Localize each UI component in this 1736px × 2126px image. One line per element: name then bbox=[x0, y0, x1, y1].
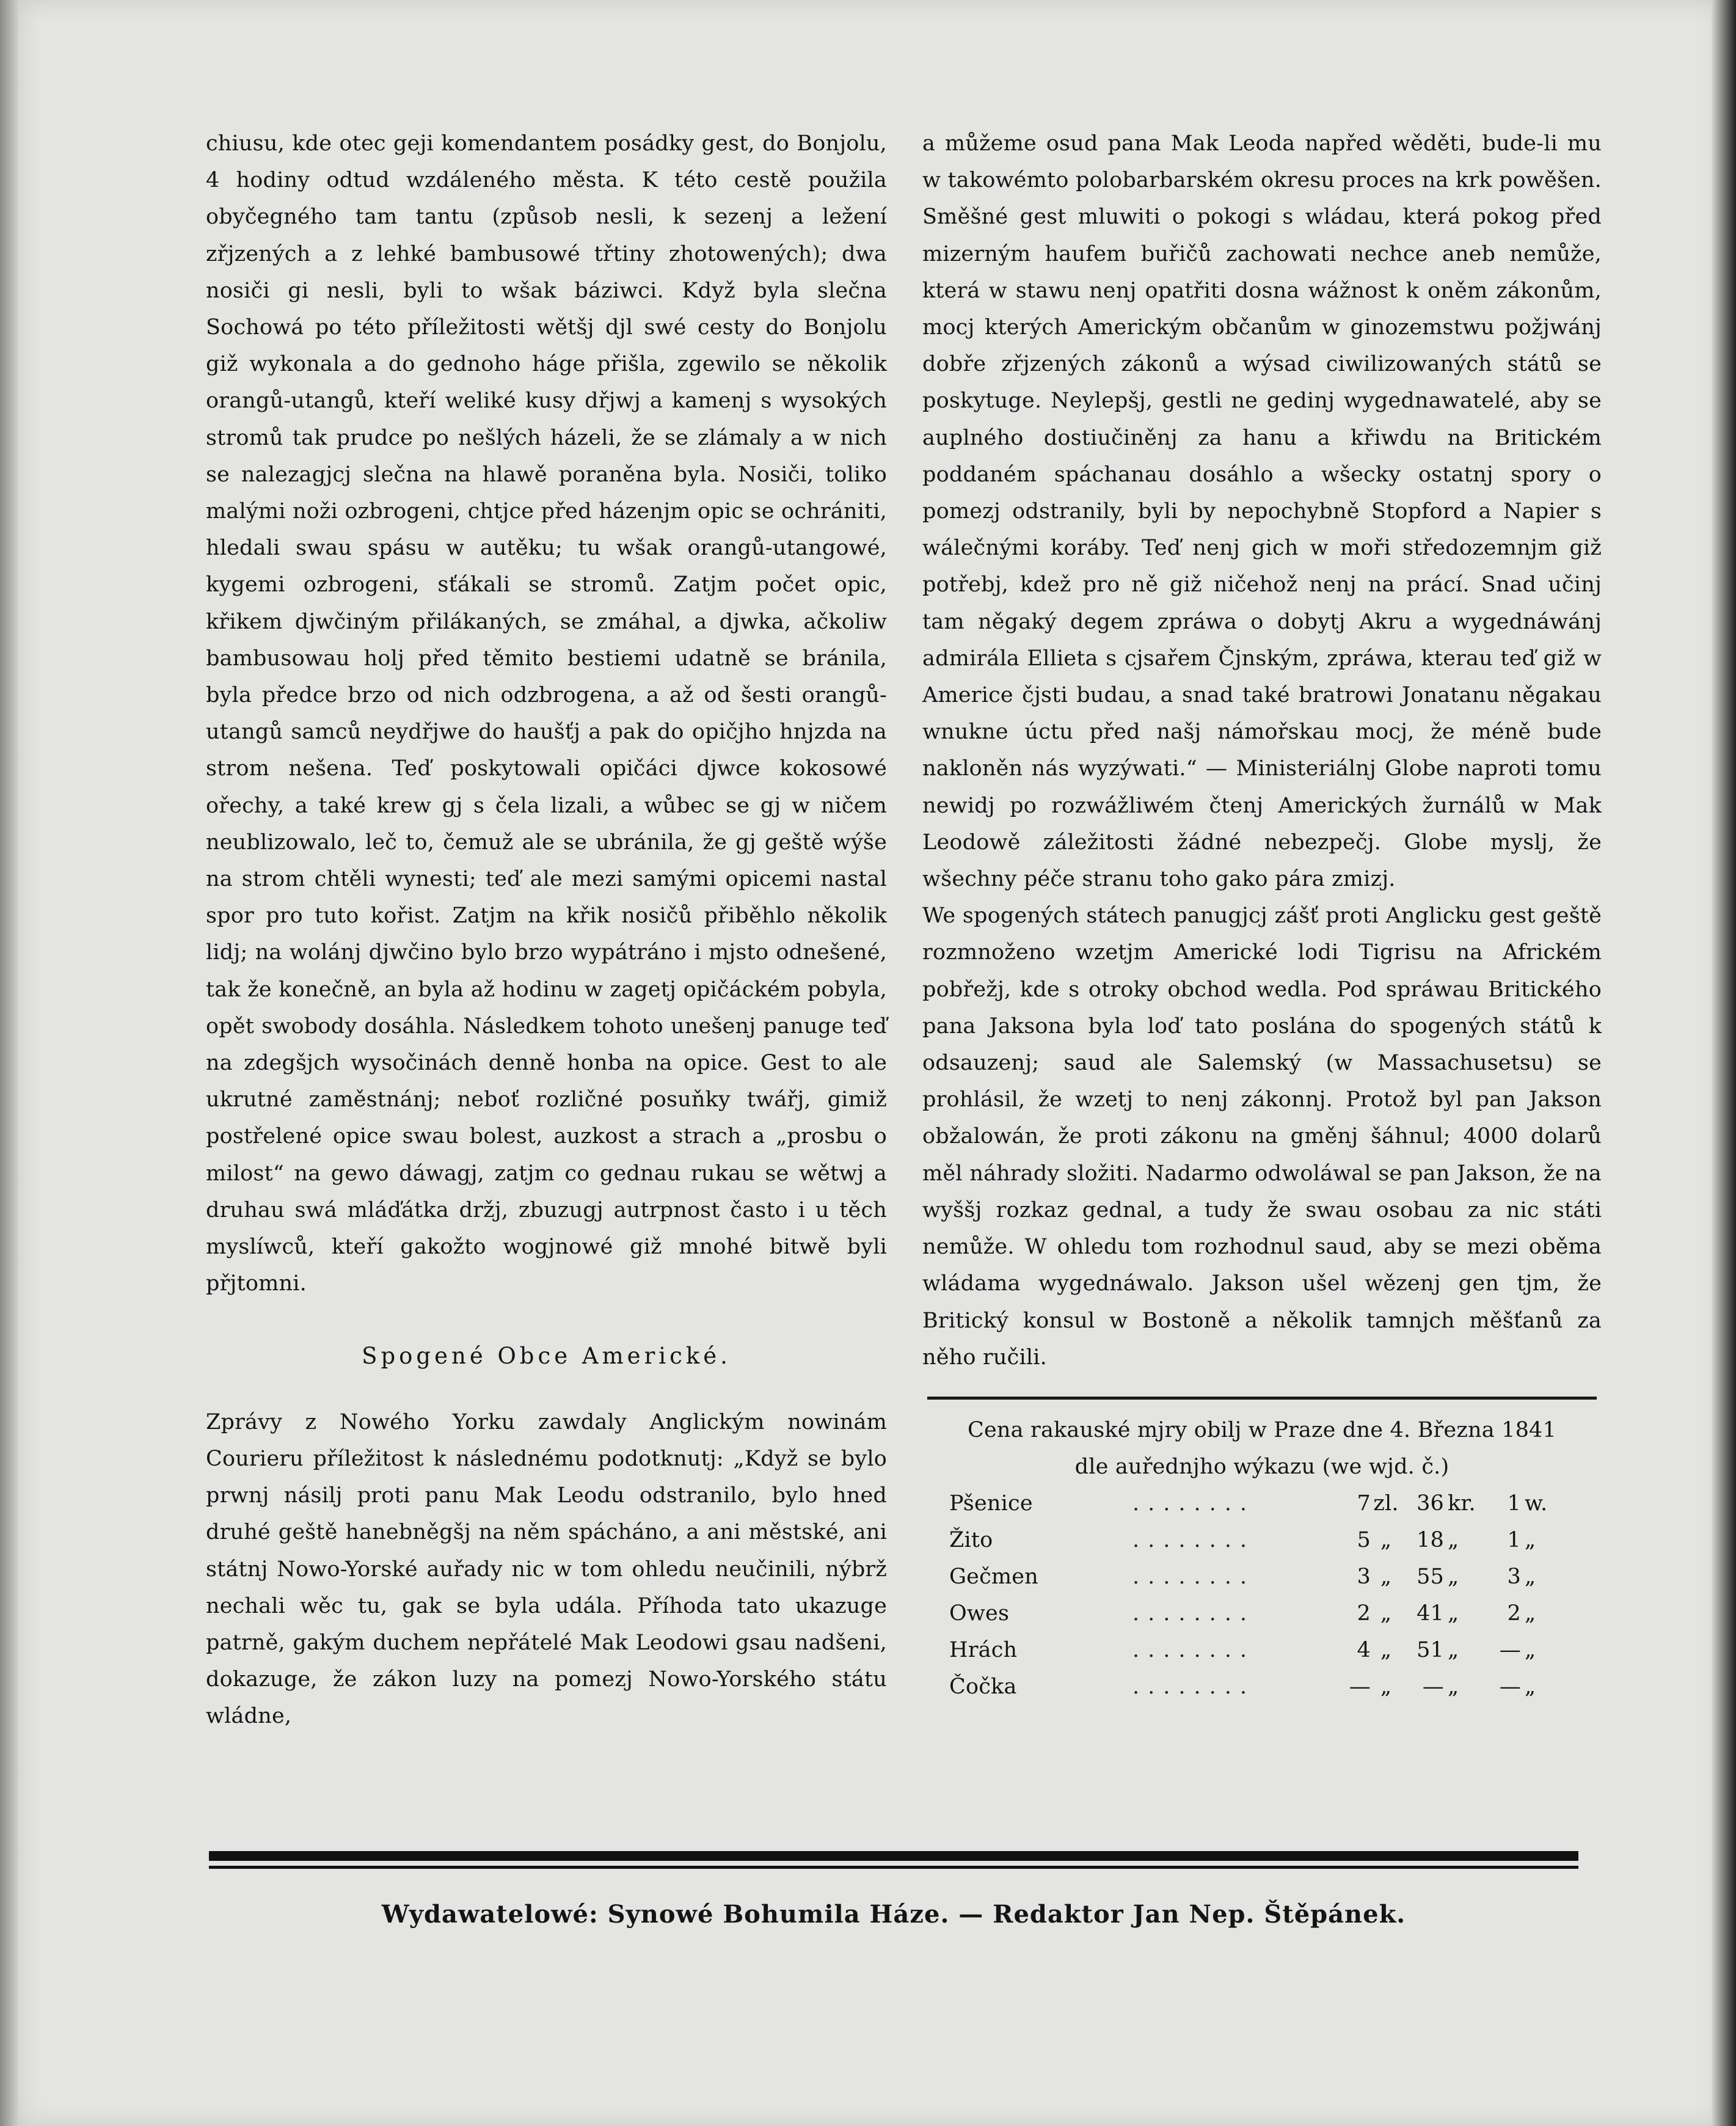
price-zl: 3 bbox=[1357, 1564, 1371, 1589]
price-den-unit: „ bbox=[1525, 1674, 1536, 1699]
page-binding-shadow bbox=[0, 0, 18, 2126]
price-den: — bbox=[1499, 1637, 1521, 1662]
right-column bbox=[922, 125, 1602, 1705]
grain-name: Owes bbox=[949, 1601, 1010, 1626]
price-kr: 55 bbox=[1417, 1564, 1444, 1589]
price-kr: — bbox=[1422, 1674, 1444, 1699]
price-row bbox=[949, 1632, 1597, 1668]
grain-name: Žito bbox=[949, 1527, 993, 1552]
price-zl: 5 bbox=[1357, 1527, 1371, 1552]
price-row bbox=[949, 1558, 1597, 1595]
price-den-unit: „ bbox=[1525, 1564, 1536, 1589]
price-list-title: Cena rakauské mjry obilj w Praze dne 4. Března 1841 bbox=[968, 1417, 1556, 1442]
column-divider-rule bbox=[927, 1397, 1597, 1400]
leader-dots: ........ bbox=[1132, 1491, 1256, 1516]
price-kr: 18 bbox=[1417, 1527, 1444, 1552]
article-paragraph-tigris: We spogených státech panugjcj zášť proti Anglicku gest geště rozmnoženo wzetjm Americké lodi Tigrisu na Africkém pobřežj, kde s otroky obchod wedla. Pod spráwau Britického pana Jaksona byla loď tato poslána do spogených států k odsauzenj; saud ale Salemský (w Massachusetsu) se prohlásil, že wzetj to nenj zákonnj. Protož byl pan Jakson obžalowán, že proti zákonu na gměnj šáhnul; 4000 dolarů měl náhrady složiti. Nadarmo odwoláwal se pan Jakson, že na wyššj rozkaz gednal, a tudy že swau osobau za nic státi nemůže. W ohledu tom rozhodnul saud, aby se mezi oběma wládama wygednáwalo. Jakson ušel wězenj gen tjm, že Britický konsul w Bostoně a několik tamnjch měšťanů za něho ručili. bbox=[922, 904, 1602, 1370]
page-right-edge bbox=[1712, 0, 1736, 2126]
price-den-unit: „ bbox=[1525, 1527, 1536, 1552]
article-paragraph-new-york: Zprávy z Nowého Yorku zawdaly Anglickým nowinám Courieru příležitost k následnému podotknutj: „Když se bylo prwnj násilj proti panu Mak Leodu odstranilo, bylo hned druhé geště hanebněgšj na něm spácháno, a ani městské, ani státnj Nowo-Yorské auřady nic w tom ohledu neučinili, nýbrž nechali wěc tu, gak se byla udála. Příhoda tato ukazuge patrně, gakým duchem nepřátelé Mak Leodowi gsau nadšeni, dokazuge, že zákon luzy na pomezj Nowo-Yorského státu wládne, bbox=[206, 1409, 887, 1729]
price-row bbox=[949, 1522, 1597, 1558]
price-kr-unit: „ bbox=[1448, 1637, 1459, 1662]
footer-rule-thin bbox=[209, 1866, 1578, 1869]
price-zl-unit: „ bbox=[1380, 1564, 1392, 1589]
price-kr: 41 bbox=[1417, 1601, 1444, 1626]
price-den-unit: „ bbox=[1525, 1637, 1536, 1662]
leader-dots: ........ bbox=[1132, 1527, 1256, 1552]
grain-name: Hrách bbox=[949, 1637, 1018, 1662]
price-zl-unit: zl. bbox=[1373, 1491, 1399, 1516]
section-heading: Spogené Obce Americké. bbox=[362, 1342, 731, 1369]
price-den: 1 bbox=[1507, 1491, 1521, 1516]
leader-dots: ........ bbox=[1132, 1637, 1256, 1662]
publisher-imprint: Wydawatelowé: Synowé Bohumila Háze. — Redaktor Jan Nep. Štěpánek. bbox=[381, 1900, 1406, 1929]
price-list-subtitle: dle auřednjho wýkazu (we wjd. č.) bbox=[1074, 1454, 1450, 1479]
left-column bbox=[206, 125, 887, 1735]
price-zl-unit: „ bbox=[1380, 1527, 1392, 1552]
price-row bbox=[949, 1595, 1597, 1632]
price-kr-unit: „ bbox=[1448, 1527, 1459, 1552]
article-paragraph-monkeys: chiusu, kde otec geji komendantem posádky gest, do Bonjolu, 4 hodiny odtud wzdáleného města. K této cestě použila obyčegného tam tantu (způsob nesli, k sezenj a ležení zřjzených a z lehké bambusowé třtiny zhotowených); dwa nosiči gi nesli, byli to wšak báziwci. Když byla slečna Sochowá po této příležitosti wětšj djl swé cesty do Bonjolu giž wykonala a do gednoho háge přišla, zgewilo se několik orangů-utangů, kteří weliké kusy dřjwj a kamenj s wysokých stromů tak prudce po nešlých házeli, že se zlámaly a w nich se nalezagjcj slečna na hlawě poraněna byla. Nosiči, toliko malými noži ozbrogeni, chtjce před házenjm opic se ochrániti, hledali swau spásu w autěku; tu wšak orangů-utangowé, kygemi ozbrogeni, sťákali se stromů. Zatjm počet opic, křikem djwčiným přilákaných, se zmáhal, a djwka, ačkoliw bambusowau holj před těmito bestiemi udatně se bránila, byla předce brzo od nich odzbrogena, a až od šesti orangů-utangů samců neydřjwe do haušťj a pak do opičjho hnjzda na strom nešena. Teď poskytowali opičáci djwce kokosowé ořechy, a také krew gj s čela lizali, a wůbec se gj w ničem neublizowalo, leč to, čemuž ale se ubránila, že gj geště wýše na strom chtěli wynesti; teď ale mezi samými opicemi nastal spor pro tuto kořist. Zatjm na křik nosičů přiběhlo několik lidj; na wolánj djwčino bylo brzo wypátráno i mjsto odnešené, tak že konečně, an byla až hodinu w zagetj opičáckém pobyla, opět swobody dosáhla. Následkem tohoto unešenj panuge teď na zdegšjch wysočinách denně honba na opice. Gest to ale ukrutné zaměstnánj; neboť rozličné posuňky twářj, gimiž postřelené opice swau bolest, auzkost a strach a „prosbu o milost“ na gewo dáwagj, zatjm co gednau rukau se wětwj a druhau swá mláďátka držj, zbuzugj autrpnost často i u těch myslíwců, kteří gakožto wogjnowé giž mnohé bitwě byli přjtomni. bbox=[206, 131, 887, 1296]
price-row bbox=[949, 1668, 1597, 1705]
price-kr-unit: „ bbox=[1448, 1564, 1459, 1589]
price-zl: 2 bbox=[1357, 1601, 1371, 1626]
price-zl: — bbox=[1349, 1674, 1371, 1699]
price-table bbox=[949, 1485, 1597, 1705]
price-zl: 7 bbox=[1357, 1491, 1371, 1516]
price-den: 1 bbox=[1507, 1527, 1521, 1552]
grain-name: Gečmen bbox=[949, 1564, 1038, 1589]
grain-name: Pšenice bbox=[949, 1491, 1033, 1516]
price-row bbox=[949, 1485, 1597, 1522]
price-zl-unit: „ bbox=[1380, 1637, 1392, 1662]
price-kr-unit: „ bbox=[1448, 1674, 1459, 1699]
price-zl-unit: „ bbox=[1380, 1674, 1392, 1699]
price-zl-unit: „ bbox=[1380, 1601, 1392, 1626]
price-den: 2 bbox=[1507, 1601, 1521, 1626]
leader-dots: ........ bbox=[1132, 1564, 1256, 1589]
grain-name: Čočka bbox=[949, 1674, 1017, 1699]
leader-dots: ........ bbox=[1132, 1601, 1256, 1626]
price-den: 3 bbox=[1507, 1564, 1521, 1589]
leader-dots: ........ bbox=[1132, 1674, 1256, 1699]
price-den: — bbox=[1499, 1674, 1521, 1699]
price-den-unit: w. bbox=[1525, 1491, 1548, 1516]
price-den-unit: „ bbox=[1525, 1601, 1536, 1626]
footer-rule-thick bbox=[209, 1851, 1578, 1861]
price-kr: 36 bbox=[1417, 1491, 1444, 1516]
article-paragraph-mak-leod: a můžeme osud pana Mak Leoda napřed wěděti, bude-li mu w takowémto polobarbarském okresu proces na krk powěšen. Směšné gest mluwiti o pokogi s wládau, která pokog před mizerným haufem buřičů zachowati nechce aneb nemůže, která w stawu nenj opatřiti dosna wážnost k oněm zákonům, mocj kterých Americkým občanům w ginozemstwu požjwánj dobře zřjzených zákonů a wýsad ciwilizowaných států se poskytuge. Neylepšj, gestli ne gedinj wygednawatelé, aby se auplného dostiučiněnj za hanu a křiwdu na Britickém poddaném spáchanau dosáhlo a wšecky ostatnj spory o pomezj odstranily, byli by nepochybně Stopford a Napier s wálečnými koráby. Teď nenj gich w moři středozemnjm giž potřebj, kdež pro ně giž ničehož nenj na prácí. Snad učinj tam něgaký degem zpráwa o dobytj Akru a wygednáwánj admirála Ellieta s cjsařem Čjnským, zpráwa, kterau teď giž w Americe čjsti budau, a snad také bratrowi Jonatanu něgakau wnukne úctu před našj námořskau mocj, že méně bude nakloněn nás wyzýwati.“ — Ministeriálnj Globe naproti tomu newidj po rozwážliwém čtenj Amerických žurnálů w Mak Leodowě záležitosti žádné nebezpečj. Globe myslj, že wšechny péče stranu toho gako pára zmizj. bbox=[922, 131, 1602, 892]
price-zl: 4 bbox=[1357, 1637, 1371, 1662]
price-kr-unit: kr. bbox=[1448, 1491, 1476, 1516]
price-kr-unit: „ bbox=[1448, 1601, 1459, 1626]
price-kr: 51 bbox=[1417, 1637, 1444, 1662]
grain-price-list bbox=[922, 1412, 1602, 1705]
